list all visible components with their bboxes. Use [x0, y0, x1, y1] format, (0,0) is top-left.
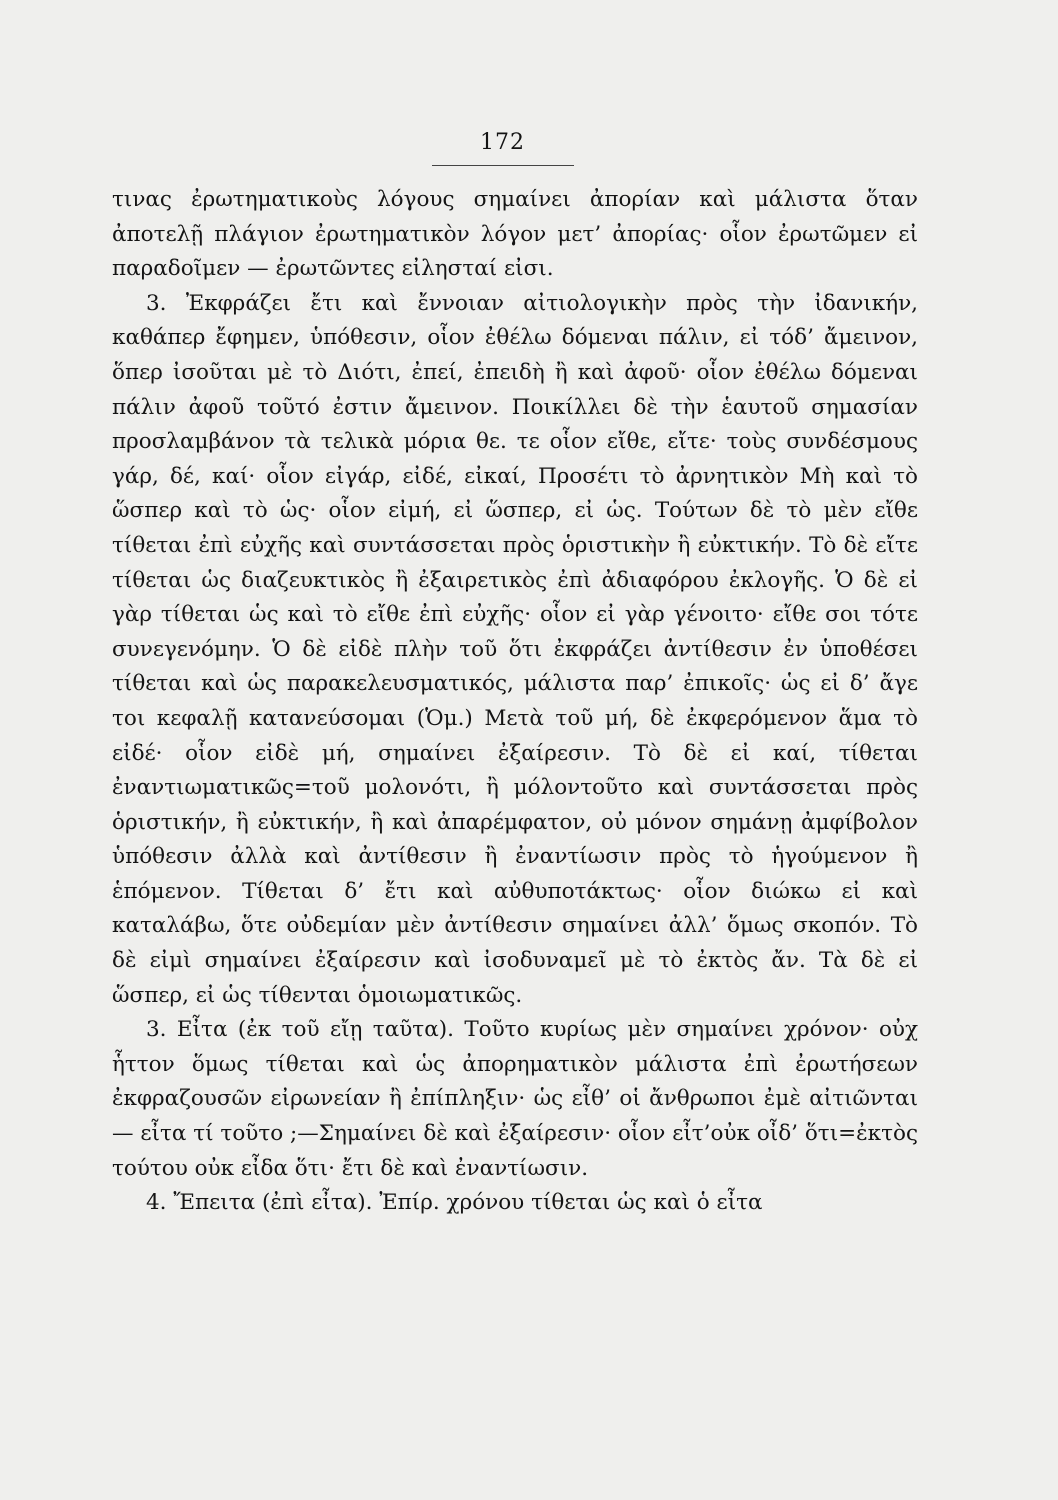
header-rule: [432, 165, 574, 166]
paragraph-section-4-epeita: 4. Ἔπειτα (ἐπὶ εἶτα). Ἐπίρ. χρόνου τίθεται ὡς καὶ ὁ εἶτα: [146, 1190, 763, 1216]
page-number: 172: [480, 130, 525, 155]
paragraph-continuation: τινας ἐρωτηματικοὺς λόγους σημαίνει ἀπορίαν καὶ μάλιστα ὅταν ἀποτελῇ πλάγιον ἐρωτηματικὸν λόγον μετ’ ἀπορίας· οἷον ἐρωτῶμεν εἰ παραδοῖμεν — ἐρωτῶντες εἰλησταί εἰσι.: [112, 187, 918, 282]
paragraph-section-3-eita: 3. Εἶτα (ἐκ τοῦ εἴῃ ταῦτα). Τοῦτο κυρίως μὲν σημαίνει χρόνον· οὐχ ἧττον ὅμως τίθεται καὶ ὡς ἀπορηματικὸν μάλιστα ἐπὶ ἐρωτήσεων ἐκφραζουσῶν εἰρωνείαν ἢ ἐπίπληξιν· ὡς εἶθ’ οἱ ἄνθρωποι ἐμὲ αἰτιῶνται — εἶτα τί τοῦτο ;—Σημαίνει δὲ καὶ ἐξαίρεσιν· οἷον εἶτ’οὐκ οἶδ’ ὅτι=ἐκτὸς τούτου οὐκ εἶδα ὅτι· ἔτι δὲ καὶ ἐναντίωσιν.: [112, 1017, 918, 1181]
body-text: [112, 183, 918, 1221]
paragraph-section-3-causal: 3. Ἐκφράζει ἔτι καὶ ἔννοιαν αἰτιολογικὴν πρὸς τὴν ἰδανικήν, καθάπερ ἔφημεν, ὑπόθεσιν, οἷον ἐθέλω δόμεναι πάλιν, εἰ τόδ’ ἄμεινον, ὅπερ ἰσοῦται μὲ τὸ Διότι, ἐπεί, ἐπειδὴ ἢ καὶ ἀφοῦ· οἷον ἐθέλω δόμεναι πάλιν ἀφοῦ τοῦτό ἐστιν ἄμεινον. Ποικίλλει δὲ τὴν ἑαυτοῦ σημασίαν προσλαμβάνον τὰ τελικὰ μόρια θε. τε οἷον εἴθε, εἴτε· τοὺς συνδέσμους γάρ, δέ, καί· οἷον εἰγάρ, εἰδέ, εἰκαί, Προσέτι τὸ ἀρνητικὸν Μὴ καὶ τὸ ὥσπερ καὶ τὸ ὡς· οἷον εἰμή, εἰ ὥσπερ, εἰ ὡς. Τούτων δὲ τὸ μὲν εἴθε τίθεται ἐπὶ εὐχῆς καὶ συντάσσεται πρὸς ὁριστικὴν ἢ εὐκτικήν. Τὸ δὲ εἴτε τίθεται ὡς διαζευκτικὸς ἢ ἐξαιρετικὸς ἐπὶ ἀδιαφόρου ἐκλογῆς. Ὁ δὲ εἰ γὰρ τίθεται ὡς καὶ τὸ εἴθε ἐπὶ εὐχῆς· οἷον εἰ γὰρ γένοιτο· εἴθε σοι τότε συνεγενόμην. Ὁ δὲ εἰδὲ πλὴν τοῦ ὅτι ἐκφράζει ἀντίθεσιν ἐν ὑποθέσει τίθεται καὶ ὡς παρακελευσματικός, μάλιστα παρ’ ἐπικοῖς· ὡς εἰ δ’ ἄγε τοι κεφαλῇ κατανεύσομαι (Ὁμ.) Μετὰ τοῦ μή, δὲ ἐκφερόμενον ἅμα τὸ εἰδέ· οἷον εἰδὲ μή, σημαίνει ἐξαίρεσιν. Τὸ δὲ εἰ καί, τίθεται ἐναντιωματικῶς=τοῦ μολονότι, ἢ μόλοντοῦτο καὶ συντάσσεται πρὸς ὁριστικήν, ἢ εὐκτικήν, ἢ καὶ ἀπαρέμφατον, οὐ μόνον σημάνῃ ἀμφίβολον ὑπόθεσιν ἀλλὰ καὶ ἀντίθεσιν ἢ ἐναντίωσιν πρὸς τὸ ἡγούμενον ἢ ἑπόμενον. Τίθεται δ’ ἔτι καὶ αὐθυποτάκτως· οἷον διώκω εἰ καὶ καταλάβω, ὅτε οὐδεμίαν μὲν ἀντίθεσιν σημαίνει ἀλλ’ ὅμως σκοπόν. Τὸ δὲ εἰμὶ σημαίνει ἐξαίρεσιν καὶ ἰσοδυναμεῖ μὲ τὸ ἐκτὸς ἄν. Τὰ δὲ εἰ ὥσπερ, εἰ ὡς τίθενται ὁμοιωματικῶς.: [112, 290, 918, 1008]
